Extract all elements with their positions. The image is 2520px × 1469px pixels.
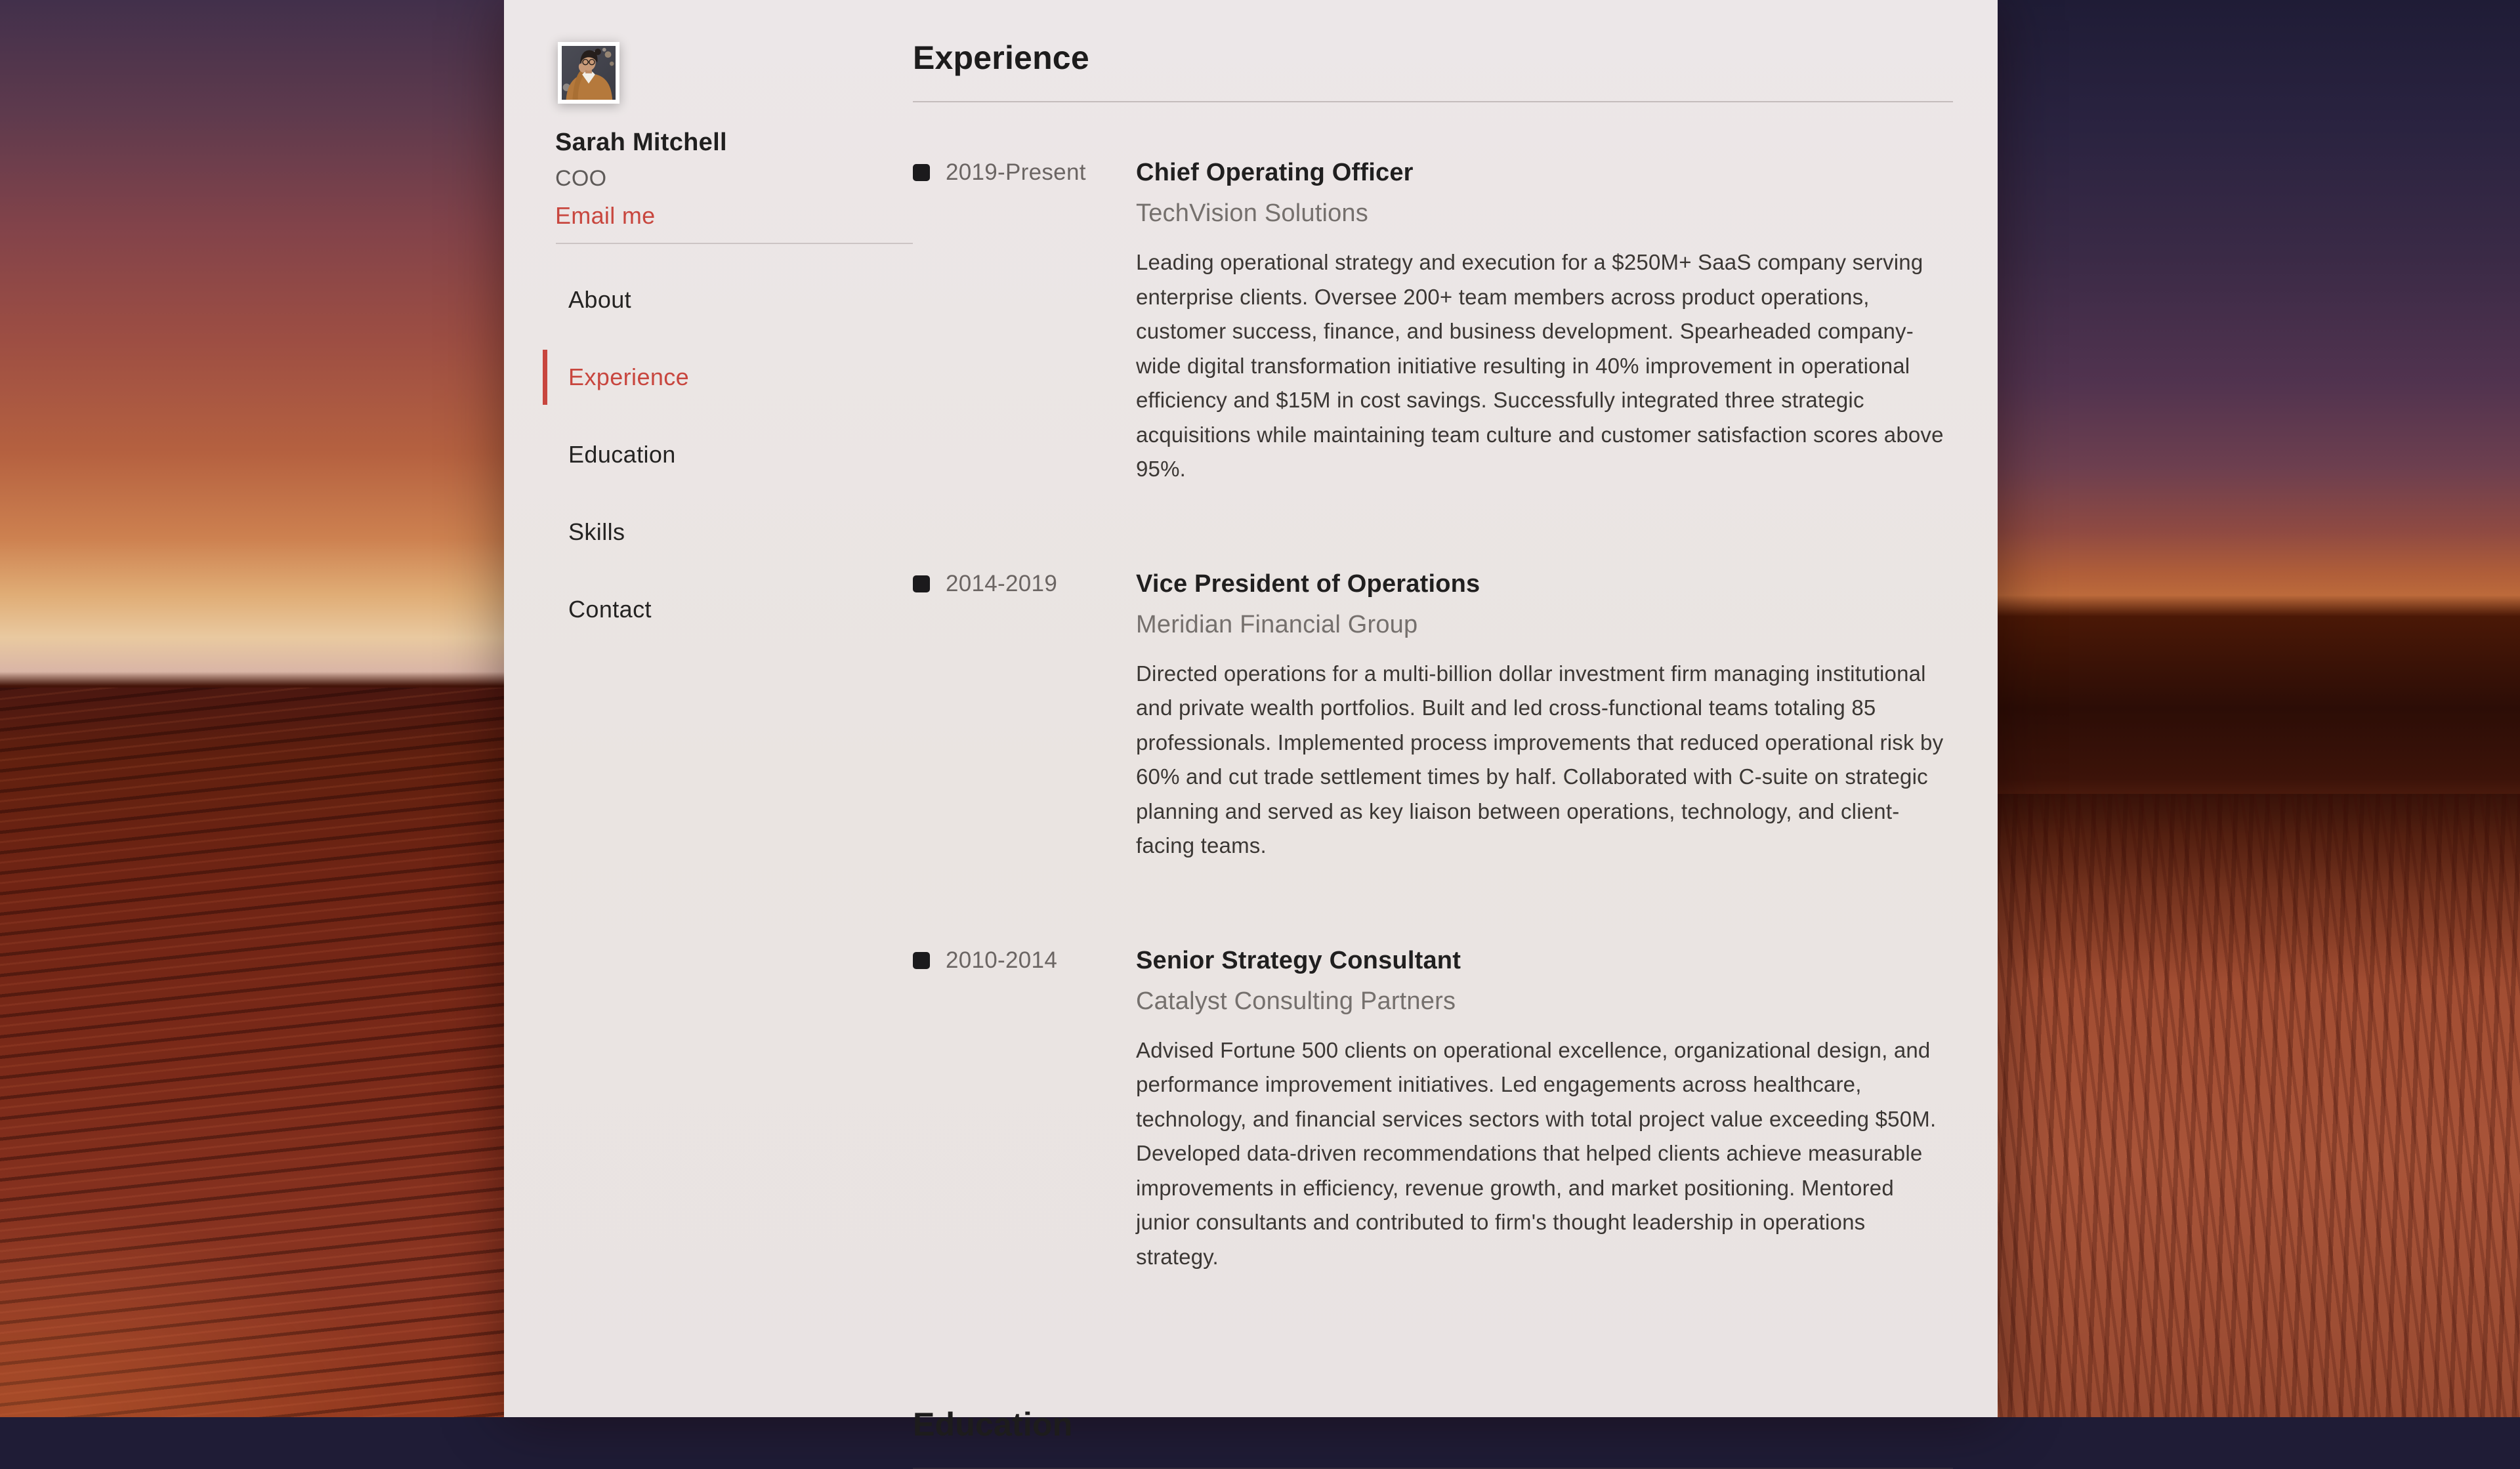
entry-job-title: Vice President of Operations [1136,569,1480,598]
sidebar-item-skills[interactable]: Skills [568,518,625,545]
sidebar-divider [556,243,913,244]
entry-job-title: Senior Strategy Consultant [1136,946,1461,974]
education-section [913,1405,1953,1469]
timeline-square-icon [913,164,930,181]
entry-body [1136,569,1953,885]
entry-period [913,945,1136,976]
experience-entry [913,945,1953,1296]
education-heading: Education [913,1406,1073,1443]
entry-period [913,569,1136,599]
sidebar-item-education[interactable]: Education [568,441,676,468]
experience-entry [913,569,1953,885]
sidebar-item-contact[interactable]: Contact [568,596,652,623]
sidebar-item-about[interactable]: About [568,286,632,313]
entry-period-label: 2010-2014 [946,947,1058,973]
sidebar-nav [555,261,913,648]
profile-name: Sarah Mitchell [555,129,727,156]
sidebar [504,0,913,1417]
entry-period-label: 2014-2019 [946,570,1058,596]
main-content [913,0,1998,1443]
timeline-square-icon [913,952,930,969]
timeline-square-icon [913,575,930,592]
entry-description: Directed operations for a multi-billion dollar investment firm managing institutional and private wealth portfolios. Built and led cross-functional teams totaling 85 professionals. Implemented process improvements that reduced operational risk by 60% and cut trade settlement times by half. Collaborated with C-suite on strategic planning and served as key liaison between operations, technology, and client-facing teams. [1136,661,1944,858]
experience-divider [913,101,1953,102]
experience-entry [913,157,1953,508]
entry-company: Meridian Financial Group [1136,610,1418,638]
entry-job-title: Chief Operating Officer [1136,159,1414,186]
background-dune-left [0,688,504,1417]
entry-description: Leading operational strategy and execution for a $250M+ SaaS company serving enterprise clients. Oversee 200+ team members across product operations, customer success, finance, and business development. Spearheaded company-wide digital transformation initiative resulting in 40% improvement in operational efficiency and $15M in cost savings. Successfully integrated three strategic acquisitions while maintaining team culture and customer satisfaction scores above 95%. [1136,250,1944,481]
entry-body [1136,157,1953,508]
entry-period [913,157,1136,188]
resume-card [504,0,1998,1443]
experience-heading: Experience [913,39,1089,76]
entry-company: TechVision Solutions [1136,199,1368,227]
entry-body [1136,945,1953,1296]
background-dune-right [1998,794,2520,1417]
entry-period-label: 2019-Present [946,159,1086,185]
entry-description: Advised Fortune 500 clients on operational excellence, organizational design, and performance improvement initiatives. Led engagements across healthcare, technology, and financial services sectors with total project value exceeding $50M. Developed data-driven recommendations that helped clients achieve measurable improvements in efficiency, revenue growth, and market positioning. Mentored junior consultants and contributed to firm's thought leadership in operations strategy. [1136,1037,1937,1269]
email-link[interactable]: Email me [555,202,656,229]
sidebar-item-experience[interactable]: Experience [555,339,913,416]
profile-role: COO [555,166,607,191]
avatar [558,42,620,104]
experience-section [913,38,1953,1296]
avatar-photo-illustration [562,46,616,100]
entry-company: Catalyst Consulting Partners [1136,987,1456,1015]
